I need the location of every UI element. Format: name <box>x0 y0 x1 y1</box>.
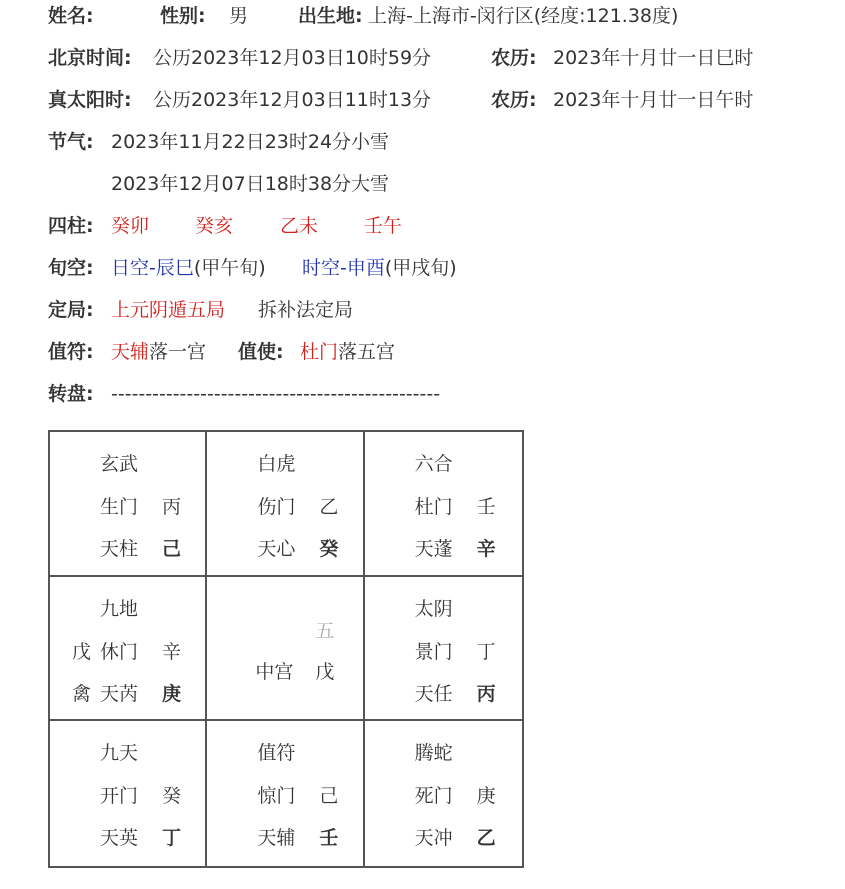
palace-cell-center <box>207 577 364 722</box>
palace-star-prefix: 禽 <box>72 682 92 705</box>
zhifu-palace: 落一宫 <box>149 341 207 363</box>
lunar-value-2: 2023年十月廿一日午时 <box>553 89 754 111</box>
palace-god: 值符 <box>257 742 296 765</box>
birthplace-value: 上海-上海市-闵行区(经度:121.38度) <box>368 5 679 27</box>
zhifu-star: 天辅 <box>111 341 150 363</box>
palace-star-stem: 辛 <box>476 538 496 560</box>
palace-cell-4 <box>50 577 207 722</box>
palace-star: 天冲 <box>414 827 453 850</box>
palace-cell-7 <box>50 721 207 866</box>
sizhu-label: 四柱: <box>48 215 94 237</box>
palace-door-stem: 乙 <box>319 496 339 518</box>
zhuanpan-line: ------------------------------------------------ <box>111 383 441 405</box>
sizhu-month: 癸亥 <box>195 215 234 237</box>
xunkong-day-value: 日空-辰巳 <box>111 257 194 279</box>
palace-star: 天蓬 <box>414 538 453 560</box>
palace-door: 死门 <box>414 785 453 808</box>
jieqi-value-1: 2023年11月22日23时24分小雪 <box>111 131 390 153</box>
row-zhifu-zhishi <box>48 331 838 373</box>
sizhu-year: 癸卯 <box>111 215 150 237</box>
palace-god: 九地 <box>100 597 139 620</box>
row-dingju <box>48 289 838 331</box>
palace-god: 白虎 <box>257 453 296 475</box>
palace-door-stem: 庚 <box>476 785 496 808</box>
palace-god: 玄武 <box>100 453 139 475</box>
jieqi-value-2: 2023年12月07日18时38分大雪 <box>111 173 390 195</box>
palace-door: 休门 <box>100 640 139 663</box>
gender-value: 男 <box>229 5 249 27</box>
gender-label: 性别: <box>160 5 206 27</box>
jieqi-label: 节气: <box>48 131 94 153</box>
palace-god: 九天 <box>100 742 139 765</box>
palace-star: 天任 <box>414 682 453 705</box>
zhishi-label: 值使: <box>238 341 284 363</box>
palace-door-stem: 丁 <box>476 640 496 663</box>
palace-door-prefix: 戊 <box>72 640 92 663</box>
row-xunkong <box>48 247 838 289</box>
beijing-time-value: 公历2023年12月03日10时59分 <box>153 47 432 69</box>
palace-god: 六合 <box>414 453 453 475</box>
zhishi-palace: 落五宫 <box>338 341 396 363</box>
solar-time-label: 真太阳时: <box>48 89 132 111</box>
palace-star-stem: 庚 <box>162 682 182 705</box>
palace-cell-9 <box>365 721 522 866</box>
zhuanpan-label: 转盘: <box>48 383 94 405</box>
palace-cell-6 <box>365 577 522 722</box>
center-palace-stem: 戊 <box>315 660 335 683</box>
palace-god: 腾蛇 <box>414 742 453 765</box>
palace-door: 景门 <box>414 640 453 663</box>
palace-star: 天辅 <box>257 827 296 850</box>
palace-cell-1 <box>50 432 207 577</box>
chart-info <box>48 0 838 420</box>
palace-star-stem: 丁 <box>162 827 182 850</box>
palace-cell-2 <box>207 432 364 577</box>
center-palace-label: 中宫 <box>255 660 294 683</box>
palace-door-stem: 丙 <box>162 496 182 518</box>
row-jieqi-1 <box>48 121 838 163</box>
row-jieqi-2 <box>48 163 838 205</box>
palace-star: 天英 <box>100 827 139 850</box>
palace-star: 天心 <box>257 538 296 560</box>
zhifu-label: 值符: <box>48 341 94 363</box>
palace-god: 太阴 <box>414 597 453 620</box>
palace-door-stem: 己 <box>319 785 339 808</box>
palace-door: 伤门 <box>257 496 296 518</box>
palace-star: 天柱 <box>100 538 139 560</box>
xunkong-label: 旬空: <box>48 257 94 279</box>
row-sizhu <box>48 205 838 247</box>
birthplace-label: 出生地: <box>298 5 363 27</box>
palace-star-stem: 乙 <box>476 827 496 850</box>
lunar-label-2: 农历: <box>491 89 537 111</box>
palace-door: 惊门 <box>257 785 296 808</box>
dingju-value: 上元阴遁五局 <box>111 299 226 321</box>
xunkong-day <box>111 247 266 289</box>
palace-star-stem: 壬 <box>319 827 339 850</box>
palace-door-stem: 癸 <box>162 785 182 808</box>
sizhu-day: 乙未 <box>280 215 319 237</box>
xunkong-hour-value: 时空-申酉 <box>302 257 385 279</box>
palace-door: 生门 <box>100 496 139 518</box>
row-zhuanpan <box>48 373 838 415</box>
palace-star: 天芮 <box>100 682 139 705</box>
xunkong-day-xun: (甲午旬) <box>193 257 266 279</box>
palace-cell-8 <box>207 721 364 866</box>
dingju-method: 拆补法定局 <box>258 299 354 321</box>
row-solar-time <box>48 79 838 121</box>
name-label: 姓名: <box>48 5 94 27</box>
sizhu-hour: 壬午 <box>364 215 403 237</box>
xunkong-hour-xun: (甲戌旬) <box>384 257 457 279</box>
palace-door: 杜门 <box>414 496 453 518</box>
dingju-label: 定局: <box>48 299 94 321</box>
solar-time-value: 公历2023年12月03日11时13分 <box>153 89 432 111</box>
qimen-grid <box>48 430 524 868</box>
zhishi-value <box>300 331 395 373</box>
palace-cell-3 <box>365 432 522 577</box>
palace-star-stem: 丙 <box>476 682 496 705</box>
palace-door-stem: 壬 <box>476 496 496 518</box>
xunkong-hour <box>302 247 457 289</box>
palace-door: 开门 <box>100 785 139 808</box>
palace-door-stem: 辛 <box>162 640 182 663</box>
lunar-label-1: 农历: <box>491 47 537 69</box>
lunar-value-1: 2023年十月廿一日巳时 <box>553 47 754 69</box>
row-beijing-time <box>48 37 838 79</box>
palace-star-stem: 己 <box>162 538 182 560</box>
zhifu-value <box>111 331 206 373</box>
palace-star-stem: 癸 <box>319 538 339 560</box>
row-basic <box>48 0 838 37</box>
palace-number: 五 <box>315 619 335 642</box>
beijing-time-label: 北京时间: <box>48 47 132 69</box>
zhishi-door: 杜门 <box>300 341 339 363</box>
